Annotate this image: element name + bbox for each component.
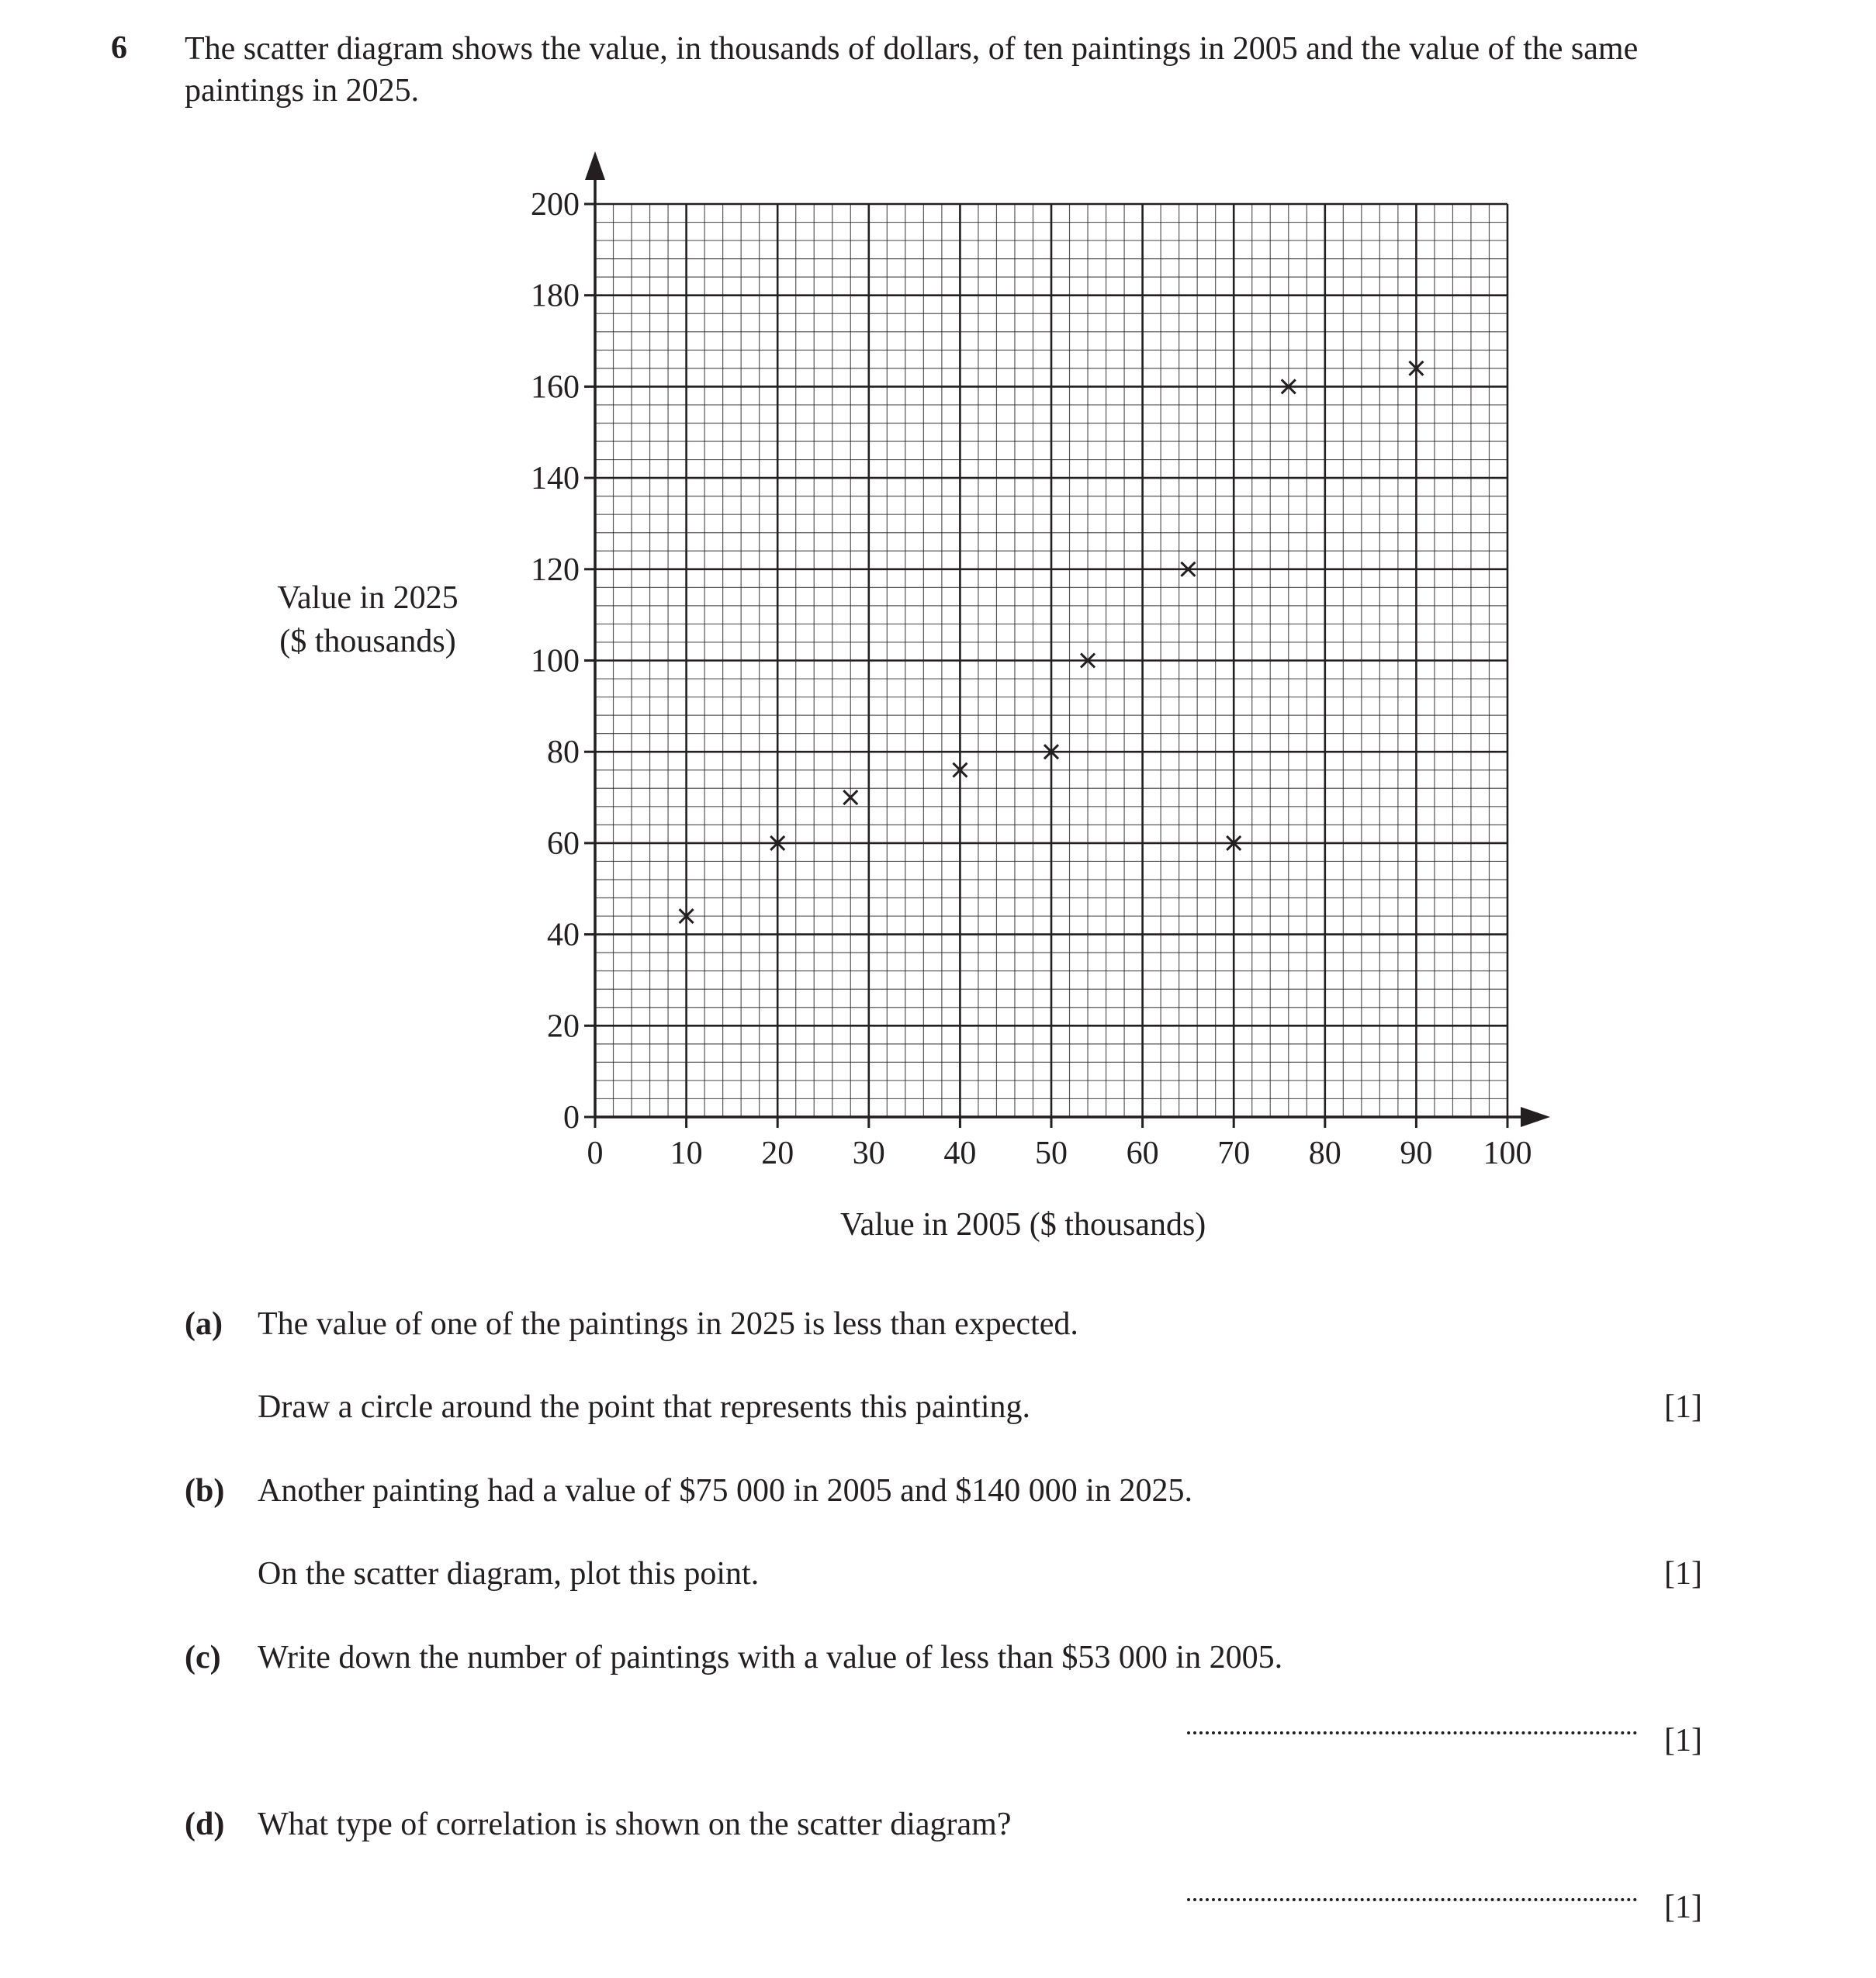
- y-axis-arrow: [585, 151, 605, 180]
- part-a-label: (a): [185, 1306, 223, 1342]
- x-tick-label: 50: [1035, 1136, 1068, 1171]
- y-tick-label: 100: [531, 643, 580, 680]
- question-number: 6: [111, 30, 127, 66]
- part-a-line1: The value of one of the paintings in 2025 is less than expected.: [258, 1306, 1078, 1342]
- part-a-line2: Draw a circle around the point that represents this painting.: [258, 1389, 1031, 1425]
- x-tick-label: 90: [1400, 1136, 1433, 1171]
- part-b-mark: [1]: [1664, 1556, 1702, 1592]
- part-b-line1: Another painting had a value of $75 000 in 2005 and $140 000 in 2025.: [258, 1473, 1192, 1509]
- y-tick-label: 200: [531, 187, 580, 223]
- part-c-line1: Write down the number of paintings with a value of less than $53 000 in 2005.: [258, 1640, 1283, 1675]
- part-a-mark: [1]: [1664, 1389, 1702, 1425]
- part-b-line2: On the scatter diagram, plot this point.: [258, 1556, 760, 1592]
- y-tick-label: 180: [531, 278, 580, 314]
- part-c-mark: [1]: [1664, 1723, 1702, 1758]
- x-tick-label: 60: [1126, 1136, 1159, 1171]
- x-tick-label: 70: [1217, 1136, 1251, 1171]
- y-tick-label: 0: [563, 1100, 580, 1136]
- part-d-answer-line[interactable]: [1187, 1898, 1637, 1901]
- y-tick-label: 160: [531, 369, 580, 406]
- y-tick-label: 120: [531, 552, 580, 588]
- y-tick-label: 60: [547, 825, 580, 862]
- y-tick-label: 40: [547, 917, 580, 953]
- part-c-answer-line[interactable]: [1187, 1731, 1637, 1734]
- x-tick-label: 20: [761, 1136, 794, 1171]
- y-tick-label: 140: [531, 461, 580, 497]
- y-axis-label-line1: Value in 2025: [277, 580, 459, 616]
- part-d-label: (d): [185, 1807, 225, 1842]
- part-d-mark: [1]: [1664, 1890, 1702, 1925]
- y-tick-label: 20: [547, 1008, 580, 1045]
- y-axis-label-line2: ($ thousands): [279, 624, 456, 659]
- x-axis-arrow: [1521, 1107, 1550, 1127]
- x-tick-label: 80: [1308, 1136, 1341, 1171]
- question-intro: The scatter diagram shows the value, in thousands of dollars, of ten paintings in 2005 and the value of the same paintings in 2025.: [185, 31, 1639, 109]
- part-b-label: (b): [185, 1473, 225, 1509]
- y-axis-label: [259, 576, 476, 663]
- y-tick-label: 80: [547, 735, 580, 771]
- x-tick-label: 10: [670, 1136, 703, 1171]
- x-tick-label: 40: [943, 1136, 977, 1171]
- part-d-line1: What type of correlation is shown on the scatter diagram?: [258, 1807, 1012, 1842]
- x-tick-label: 0: [587, 1136, 604, 1171]
- x-tick-label: 100: [1483, 1136, 1532, 1171]
- x-tick-label: 30: [852, 1136, 885, 1171]
- x-axis-label: Value in 2005 ($ thousands): [840, 1207, 1206, 1243]
- part-c-label: (c): [185, 1640, 221, 1675]
